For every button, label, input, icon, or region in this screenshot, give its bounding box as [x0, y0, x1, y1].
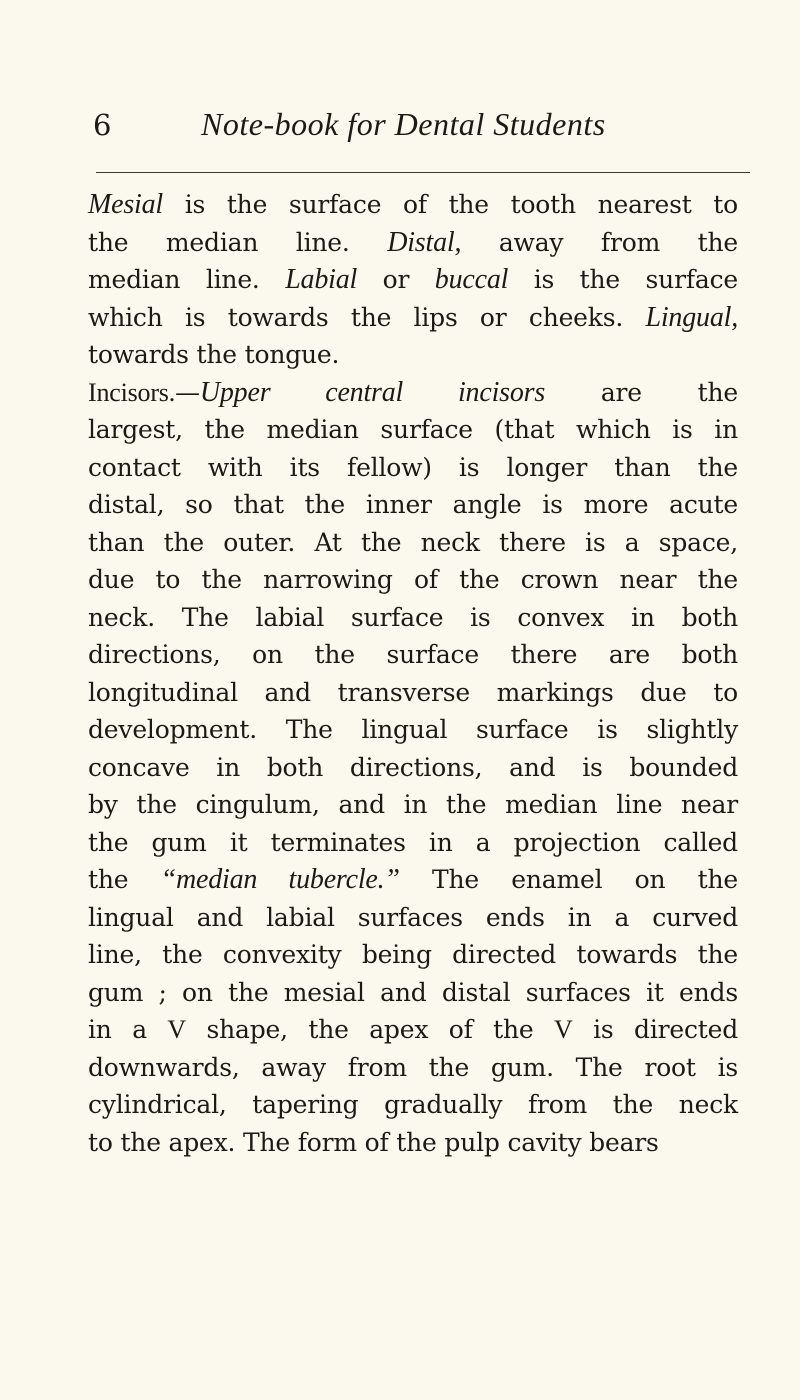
- text-run: which is towards the lips or cheeks.: [88, 302, 646, 332]
- term-label: V: [167, 1015, 186, 1044]
- text-run: contact with its fellow) is longer than the: [88, 452, 738, 482]
- text-run: directions, on the surface there are both: [88, 640, 738, 669]
- text-line: [88, 524, 738, 562]
- text-run: is directed: [572, 1015, 739, 1044]
- text-line: [88, 374, 738, 412]
- term-label: Incisors.: [88, 377, 176, 407]
- text-line: [88, 599, 738, 637]
- body-paragraph: [88, 186, 738, 1161]
- text-line: [88, 299, 738, 337]
- running-title: Note-book for Dental Students: [201, 106, 606, 142]
- text-run: or: [357, 265, 435, 294]
- page-number: 6: [93, 108, 112, 142]
- italic-term: Mesial: [88, 189, 164, 220]
- text-run: longitudinal and transverse markings due to: [88, 677, 738, 707]
- italic-term: Lingual,: [645, 301, 738, 333]
- text-run: —: [175, 377, 200, 407]
- text-line: [88, 1086, 738, 1124]
- text-line: [88, 974, 738, 1012]
- text-line: [88, 824, 738, 862]
- header-rule: [96, 172, 750, 173]
- text-line: [88, 486, 738, 524]
- page-header: [85, 104, 745, 154]
- italic-term: “median tubercle.”: [160, 864, 400, 895]
- text-run: largest, the median surface (that which is in: [88, 415, 738, 444]
- text-line: [88, 561, 738, 599]
- text-line: [88, 711, 738, 749]
- text-run: concave in both directions, and is bounded: [88, 752, 738, 782]
- text-line: [88, 899, 738, 937]
- text-run: gum ; on the mesial and distal surfaces it ends: [88, 977, 738, 1007]
- text-run: development. The lingual surface is slightly: [88, 715, 738, 744]
- text-run: is the surface: [508, 265, 738, 294]
- text-run: is the surface of the tooth nearest to: [163, 190, 738, 219]
- text-run: the gum it terminates in a projection called: [88, 827, 738, 857]
- text-run: to the apex. The form of the pulp cavity bears: [88, 1127, 659, 1157]
- text-line: [88, 336, 738, 374]
- text-line: [88, 936, 738, 974]
- italic-term: Upper central incisors: [199, 376, 546, 408]
- text-run: cylindrical, tapering gradually from the neck: [88, 1090, 738, 1119]
- text-run: than the outer. At the neck there is a space,: [88, 527, 738, 557]
- text-run: downwards, away from the gum. The root is: [88, 1052, 738, 1082]
- text-run: line, the convexity being directed towards the: [88, 940, 738, 969]
- text-run: away from the: [461, 227, 738, 257]
- text-line: [88, 1049, 738, 1087]
- italic-term: Distal,: [387, 226, 462, 258]
- text-line: [88, 861, 738, 899]
- text-run: median line.: [88, 265, 286, 294]
- text-run: due to the narrowing of the crown near the: [88, 565, 738, 594]
- italic-term: buccal: [434, 264, 509, 295]
- text-line: [88, 674, 738, 712]
- text-line: [88, 786, 738, 824]
- text-run: shape, the apex of the: [186, 1015, 554, 1044]
- text-line: [88, 1124, 738, 1162]
- text-line: [88, 1011, 738, 1049]
- text-run: The enamel on the: [399, 865, 738, 894]
- text-run: towards the tongue.: [88, 340, 340, 369]
- text-run: are the: [545, 377, 738, 407]
- text-line: [88, 449, 738, 487]
- text-run: the: [88, 865, 161, 894]
- text-run: in a: [88, 1015, 168, 1044]
- text-run: lingual and labial surfaces ends in a curved: [88, 902, 738, 932]
- text-run: the median line.: [88, 227, 388, 257]
- italic-term: Labial: [285, 264, 358, 295]
- text-line: [88, 411, 738, 449]
- text-line: [88, 261, 738, 299]
- text-line: [88, 636, 738, 674]
- text-run: neck. The labial surface is convex in both: [88, 602, 738, 632]
- text-line: [88, 224, 738, 262]
- text-line: [88, 749, 738, 787]
- term-label: V: [554, 1015, 573, 1044]
- text-line: [88, 186, 738, 224]
- text-run: by the cingulum, and in the median line near: [88, 790, 738, 819]
- text-run: distal, so that the inner angle is more acute: [88, 490, 738, 519]
